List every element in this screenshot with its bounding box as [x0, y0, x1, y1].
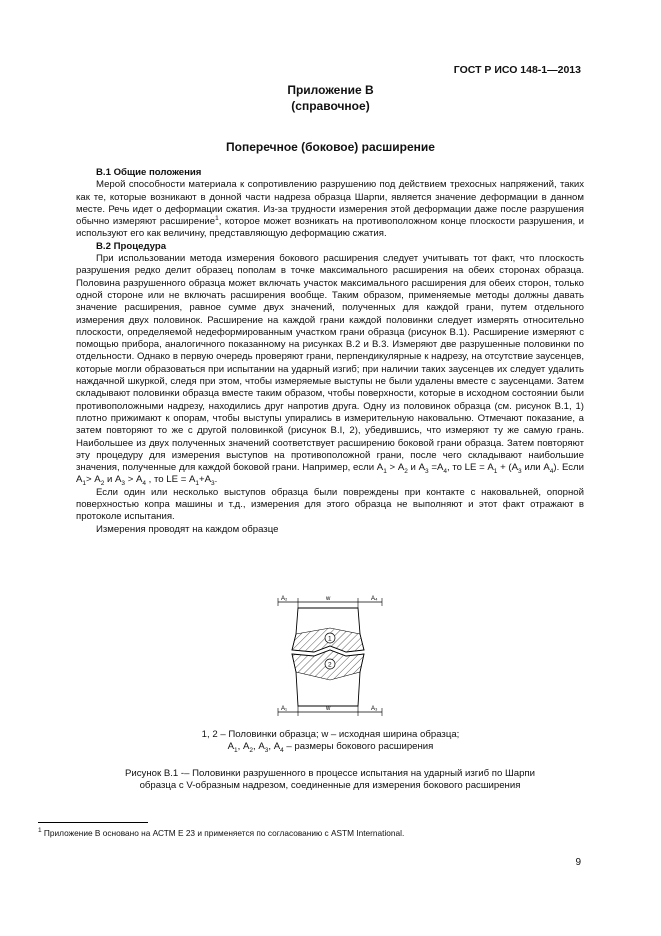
appendix-heading	[0, 82, 661, 114]
body-text	[76, 167, 584, 536]
footnote-mark: 1	[38, 827, 42, 835]
page-number: 9	[575, 857, 581, 868]
section-b2-heading: В.2 Процедура	[96, 240, 167, 252]
document-code: ГОСТ Р ИСО 148-1—2013	[453, 64, 581, 76]
figure-caption-line-1: Рисунок В.1 -– Половинки разрушенного в процессе испытания на ударный изгиб по Шарпи	[125, 768, 535, 779]
figure-caption-line-2: образца с V-образным надрезом, соединенные для измерения бокового расширения	[139, 780, 521, 792]
section-b1-heading: В.1 Общие положения	[96, 167, 202, 178]
label-w-bottom: w	[326, 706, 331, 712]
label-half-2: 2	[328, 661, 332, 669]
b2-paragraph-2: Если один или несколько выступов образца были повреждены при контакте с наковальней, опорной поверхностью копра машины и т.д., измерения для этого образца не выполняют и этот факт отражают в протоколе испытания.	[76, 486, 584, 523]
figure-b1-drawing	[270, 594, 390, 720]
label-a3: A₃	[371, 706, 378, 712]
b1-paragraph: Мерой способности материала к сопротивлению разрушению под действием трехосных напряжений, таких как те, которые возникают в донной части надреза образца Шарпи, является значение деформации в данном месте. Речь идет о деформации сжатия. Из-за трудности измерения этой деформации даже после разрушения обычно измеряют расширение$^1$, которое может возникать на противоположном конце плоскости разрушения, и используют его как величину, представляющую деформацию сжатия.	[76, 179, 584, 240]
appendix-subtitle: (справочное)	[291, 99, 370, 113]
appendix-title: Приложение В	[287, 83, 374, 97]
label-half-1: 1	[328, 635, 332, 643]
footnote-ref: 1	[215, 215, 219, 222]
footnote: $^1$ Приложение В основано на АСТМ Е 23 и применяется по согласованию с ASTM International.	[38, 827, 405, 838]
figure-caption	[76, 768, 584, 793]
label-a1: A₁	[281, 706, 288, 712]
b2-paragraph-3: Измерения проводят на каждом образце	[96, 523, 279, 535]
legend-line-1: 1, 2 – Половинки образца; w – исходная ширина образца;	[201, 729, 460, 740]
label-a4: A₄	[371, 596, 378, 602]
footnote-divider	[38, 822, 148, 823]
section-title: Поперечное (боковое) расширение	[226, 140, 435, 154]
figure-legend	[0, 729, 661, 754]
legend-line-2: $А_1$, $А_2$, $А_3$, $А_4$ – размеры бокового расширения	[227, 741, 434, 755]
b2-paragraph-1: При использовании метода измерения бокового расширения следует учитывать тот факт, что плоскость разрушения редко делит образец пополам в точке максимального расширения на обеих сторонах образца. Половина разрушенного образца может включать участок максимального расширения для обеих сторон, только одной стороне или не включать расширения вообще. Таким образом, применяемые методы должны давать значение расширения, равное сумме двух значений, полученных для каждой грани, путем отдельного измерения двух половинок. Расширение на каждой грани каждой половинки следует измерять относительно плоскости, определяемой недеформированным участком грани образца (рисунок В.1). Расширение измеряют с помощью прибора, аналогичного показанному на рисунках В.2 и В.3. Измеряют две разрушенные половинки по отдельности. Однако в первую очередь проверяют грани, перпендикулярные к надрезу, на отсутствие заусенцев, которые могли образоваться при испытании на ударный изгиб; при наличии таких заусенцев их следует удалить наждачной шкуркой, следя при этом, чтобы измеряемые выступы не были удалены вместе с заусенцами. Затем складывают половинки образца вместе таким образом, чтобы поверхности, которые в исходном состоянии были противоположными надрезу, находились друг напротив друга. Одну из половинок образца (см. рисунок В.1, 1) плотно прижимают к опорам, чтобы выступы упирались в измерительную наковальню. Отмечают показание, а затем повторяют то же с другой половинкой (рисунок В.I, 2), убедившись, что измеряют ту же самую грань. Наибольшее из двух полученных значений соответствует расширению боковой грани образца. Затем повторяют эту процедуру для измерения выступов на противоположной грани, после чего складывают наибольшие значения, полученные для каждой боковой грани. Например, если $А_1 > А_2$ и $А_3 =А_4$, то LE = $А_1 + (А_3$ или $А_4$). Если $А_1> А_2$ и $А_3 > А_4$ , то LE = $А_1+А_3$.	[76, 253, 584, 488]
label-w-top: w	[326, 596, 331, 602]
label-a2: A₂	[281, 596, 288, 602]
